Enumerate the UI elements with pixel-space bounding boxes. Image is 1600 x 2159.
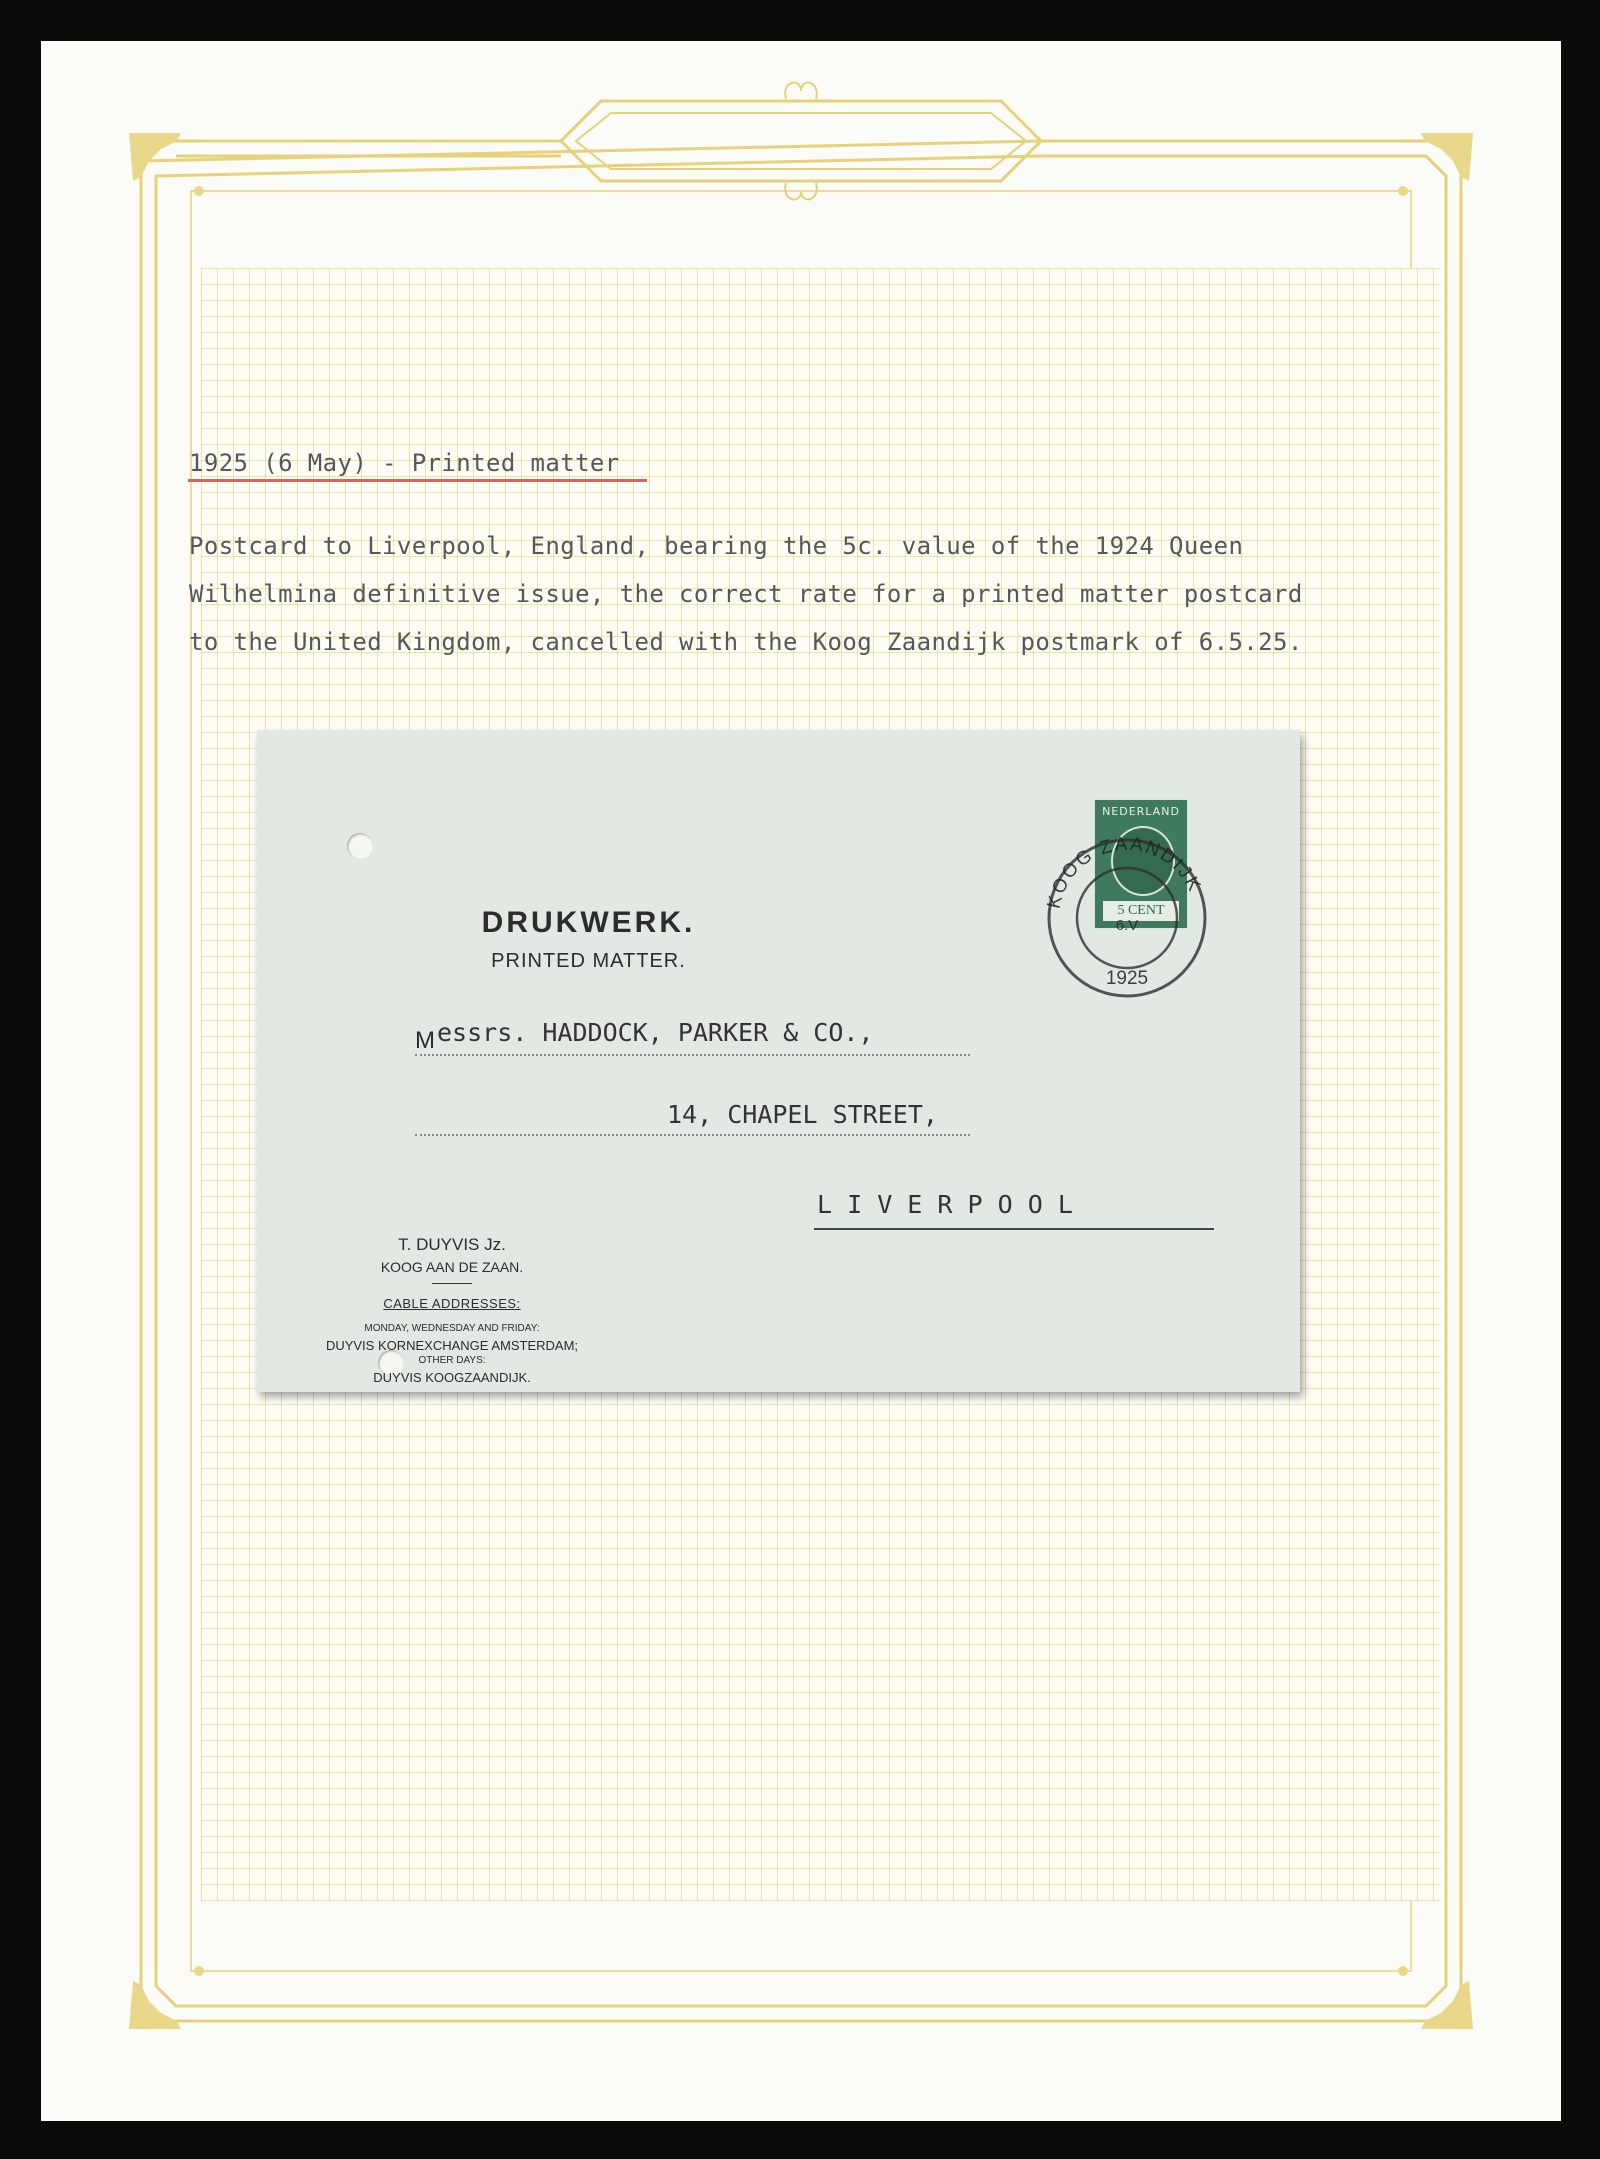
address-line-2: 14, CHAPEL STREET, — [667, 1100, 938, 1129]
postmark-town: KOOG ZAANDIJK — [1043, 833, 1206, 911]
postmark-year: 1925 — [1105, 968, 1149, 989]
sender-name: T. DUYVIS Jz. — [398, 1235, 506, 1254]
sender-place: KOOG AAN DE ZAAN. — [380, 1259, 524, 1275]
description-line: Wilhelmina definitive issue, the correct rate for a printed matter postcard — [189, 580, 1303, 608]
cable-days-2: OTHER DAYS: — [418, 1355, 486, 1366]
address-dotted-line — [415, 1054, 970, 1056]
cable-days-1: MONDAY, WEDNESDAY AND FRIDAY: — [364, 1323, 540, 1334]
svg-text:KOOG ZAANDIJK — [1044, 834, 1206, 911]
description-line: Postcard to Liverpool, England, bearing the 5c. value of the 1924 Queen — [189, 532, 1244, 560]
cable-address-2: DUYVIS KOOGZAANDIJK. — [373, 1370, 531, 1385]
stamp-country: NEDERLAND — [1102, 805, 1180, 818]
address-line-3: L I V E R P O O L — [817, 1190, 1073, 1219]
address-underline — [814, 1228, 1214, 1230]
heading-underline — [188, 479, 647, 482]
postmark — [1037, 818, 1217, 998]
postcard — [257, 730, 1300, 1392]
postcard-subtitle: PRINTED MATTER. — [491, 950, 686, 972]
postcard-title: DRUKWERK. — [481, 906, 696, 939]
cable-address-1: DUYVIS KORNEXCHANGE AMSTERDAM; — [325, 1338, 579, 1353]
punch-hole — [347, 833, 373, 859]
sender-divider — [432, 1283, 472, 1284]
cable-heading: CABLE ADDRESSES: — [383, 1296, 521, 1311]
page-heading: 1925 (6 May) - Printed matter — [189, 449, 620, 477]
address-dotted-line — [415, 1134, 970, 1136]
address-line-1: essrs. HADDOCK, PARKER & CO., — [437, 1018, 874, 1047]
stamp-value: 5 CENT — [1103, 901, 1179, 921]
description-line: to the United Kingdom, cancelled with the Koog Zaandijk postmark of 6.5.25. — [189, 628, 1303, 656]
postmark-date: 6.V — [1115, 917, 1139, 934]
address-initial: M — [415, 1027, 435, 1054]
